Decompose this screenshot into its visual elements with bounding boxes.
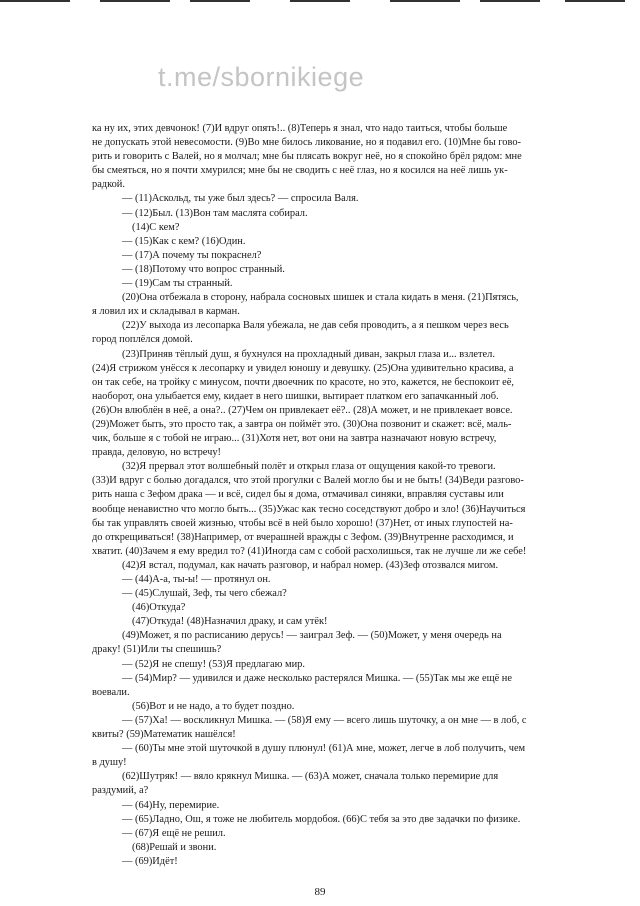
page-text (92, 122, 617, 869)
text-line: (22)У выхода из лесопарка Валя убежала, не дав себя проводить, а я пешком через весь (122, 320, 509, 332)
text-line: (24)Я стрижом унёсся к лесопарку и увидел юношу и девушку. (25)Она удивительно красива, а (92, 362, 514, 374)
text-line: я ловил их и складывал в карман. (92, 306, 240, 318)
text-line: ка ну их, этих девчонок! (7)И вдруг опять!.. (8)Теперь я знал, что надо таиться, чтобы больше (92, 123, 508, 134)
text-line: бы смеяться, но я почти хмурился; мне бы не сводить с неё глаз, но я косился на неё лишь ук- (92, 165, 508, 177)
text-line: — (15)Как с кем? (16)Один. (122, 235, 246, 247)
text-line: (49)Может, я по расписанию дерусь! — заиграл Зеф. — (50)Может, у меня очередь на (122, 630, 502, 642)
text-line: раздумий, а? (92, 785, 149, 797)
text-line: (46)Откуда? (132, 602, 186, 614)
text-line: наоборот, она улыбается ему, кидает в него шишки, вытирает платком его запачканный лоб. (92, 390, 499, 402)
text-line: воевали. (92, 686, 130, 698)
text-line: — (65)Ладно, Ош, я тоже не любитель мордобоя. (66)С тебя за это две задачки по физике. (122, 813, 521, 825)
text-line: он так себе, на тройку с минусом, почти двоечник по красоте, но это, кажется, не беспокоит её, (92, 376, 514, 388)
text-line: в душу! (92, 757, 127, 769)
text-line: — (69)Идёт! (122, 855, 178, 867)
text-line: — (45)Слушай, Зеф, ты чего сбежал? (122, 588, 287, 600)
text-line: не допускать этой невесомости. (9)Во мне билось ликование, но я подавил его. (10)Мне бы гово- (92, 137, 521, 149)
text-line: — (60)Ты мне этой шуточкой в душу плюнул! (61)А мне, может, легче в лоб получить, чем (122, 743, 526, 755)
text-line: — (57)Ха! — воскликнул Мишка. — (58)Я ему — всего лишь шуточку, а он мне — в лоб, с (122, 714, 527, 726)
text-line: (32)Я прервал этот волшебный полёт и открыл глаза от ощущения какой-то тревоги. (122, 461, 496, 473)
text-line: (56)Вот и не надо, а то будет поздно. (132, 700, 295, 712)
text-line: рить наша с Зефом драка — и всё, сидел бы я дома, отмачивал синяки, вправляя суставы или (92, 489, 504, 501)
text-line: — (18)Потому что вопрос странный. (122, 263, 285, 275)
text-line: (20)Она отбежала в сторону, набрала сосновых шишек и стала кидать в меня. (21)Пятясь, (122, 292, 519, 304)
text-line: (68)Решай и звони. (132, 841, 217, 853)
text-line: — (44)А-а, ты-ы! — протянул он. (122, 574, 271, 585)
text-line: правда, деловую, но встречу! (92, 447, 221, 459)
text-line: (42)Я встал, подумал, как начать разговор, и набрал номер. (43)Зеф отозвался мигом. (122, 559, 499, 571)
text-line: до открещиваться! (38)Например, от вчерашней вражды с Зефом. (39)Внутренне расходимся, и (92, 531, 514, 543)
text-line: рить и говорить с Валей, но я молчал; мне бы плясать вокруг неё, но я спокойно брёл рядом: мне (92, 151, 522, 163)
text-line: — (11)Аскольд, ты уже был здесь? — спросила Валя. (122, 193, 359, 205)
text-line: — (54)Мир? — удивился и даже несколько растерялся Мишка. — (55)Так мы же ещё не (122, 672, 512, 684)
text-line: — (67)Я ещё не решил. (122, 827, 226, 839)
text-line: (29)Может быть, это просто так, а завтра он поймёт это. (30)Она позвонит и скажет: всё, маль- (92, 418, 512, 430)
text-line: — (12)Был. (13)Вон там маслята собирал. (122, 207, 308, 219)
text-line: (47)Откуда! (48)Назначил драку, и сам утёк! (132, 616, 328, 628)
text-line: — (19)Сам ты странный. (122, 278, 233, 290)
text-line: хватит. (40)Зачем я ему вредил то? (41)Иногда сам с собой расхолишься, так не лучше ли же себе! (92, 545, 527, 557)
text-line: — (52)Я не спешу! (53)Я предлагаю мир. (122, 658, 305, 670)
text-line: радкой. (92, 179, 125, 191)
text-line: — (64)Ну, перемирие. (122, 799, 220, 811)
text-line: (23)Приняв тёплый душ, я бухнулся на прохладный диван, закрыл глаза и... взлетел. (122, 348, 495, 360)
page-number: 89 (314, 886, 326, 898)
text-line: (33)И вдруг с болью догадался, что этой прогулки с Валей могло бы и не быть! (34)Веди разгово- (92, 475, 524, 487)
text-line: (26)Он влюблён в неё, а она?.. (27)Чем он привлекает её?.. (28)А может, и не привлекает вовсе. (92, 404, 513, 416)
text-line: бы так управлять своей жизнью, чтобы всё в ней было хорошо! (37)Нет, от иных глупостей на- (92, 517, 513, 529)
text-line: город поплёлся домой. (92, 334, 193, 346)
text-line: квиты? (59)Математик нашёлся! (92, 729, 236, 741)
text-line: (14)С кем? (132, 221, 180, 233)
watermark: t.me/sbornikiege (158, 62, 365, 92)
text-line: (62)Шутряк! — вяло крякнул Мишка. — (63)А может, сначала только перемирие для (122, 771, 499, 783)
text-line: — (17)А почему ты покраснел? (122, 249, 262, 261)
text-line: драку! (51)Или ты спешишь? (92, 644, 222, 656)
text-line: чик, больше я с тобой не играю... (31)Хотя нет, вот они на завтра назначают новую встречу, (92, 433, 497, 445)
text-line: вообще ненавистно что могло быть... (35)Ужас как тесно соседствуют добро и зло! (36)Научиться (92, 503, 526, 515)
top-edge-lines (0, 0, 640, 14)
